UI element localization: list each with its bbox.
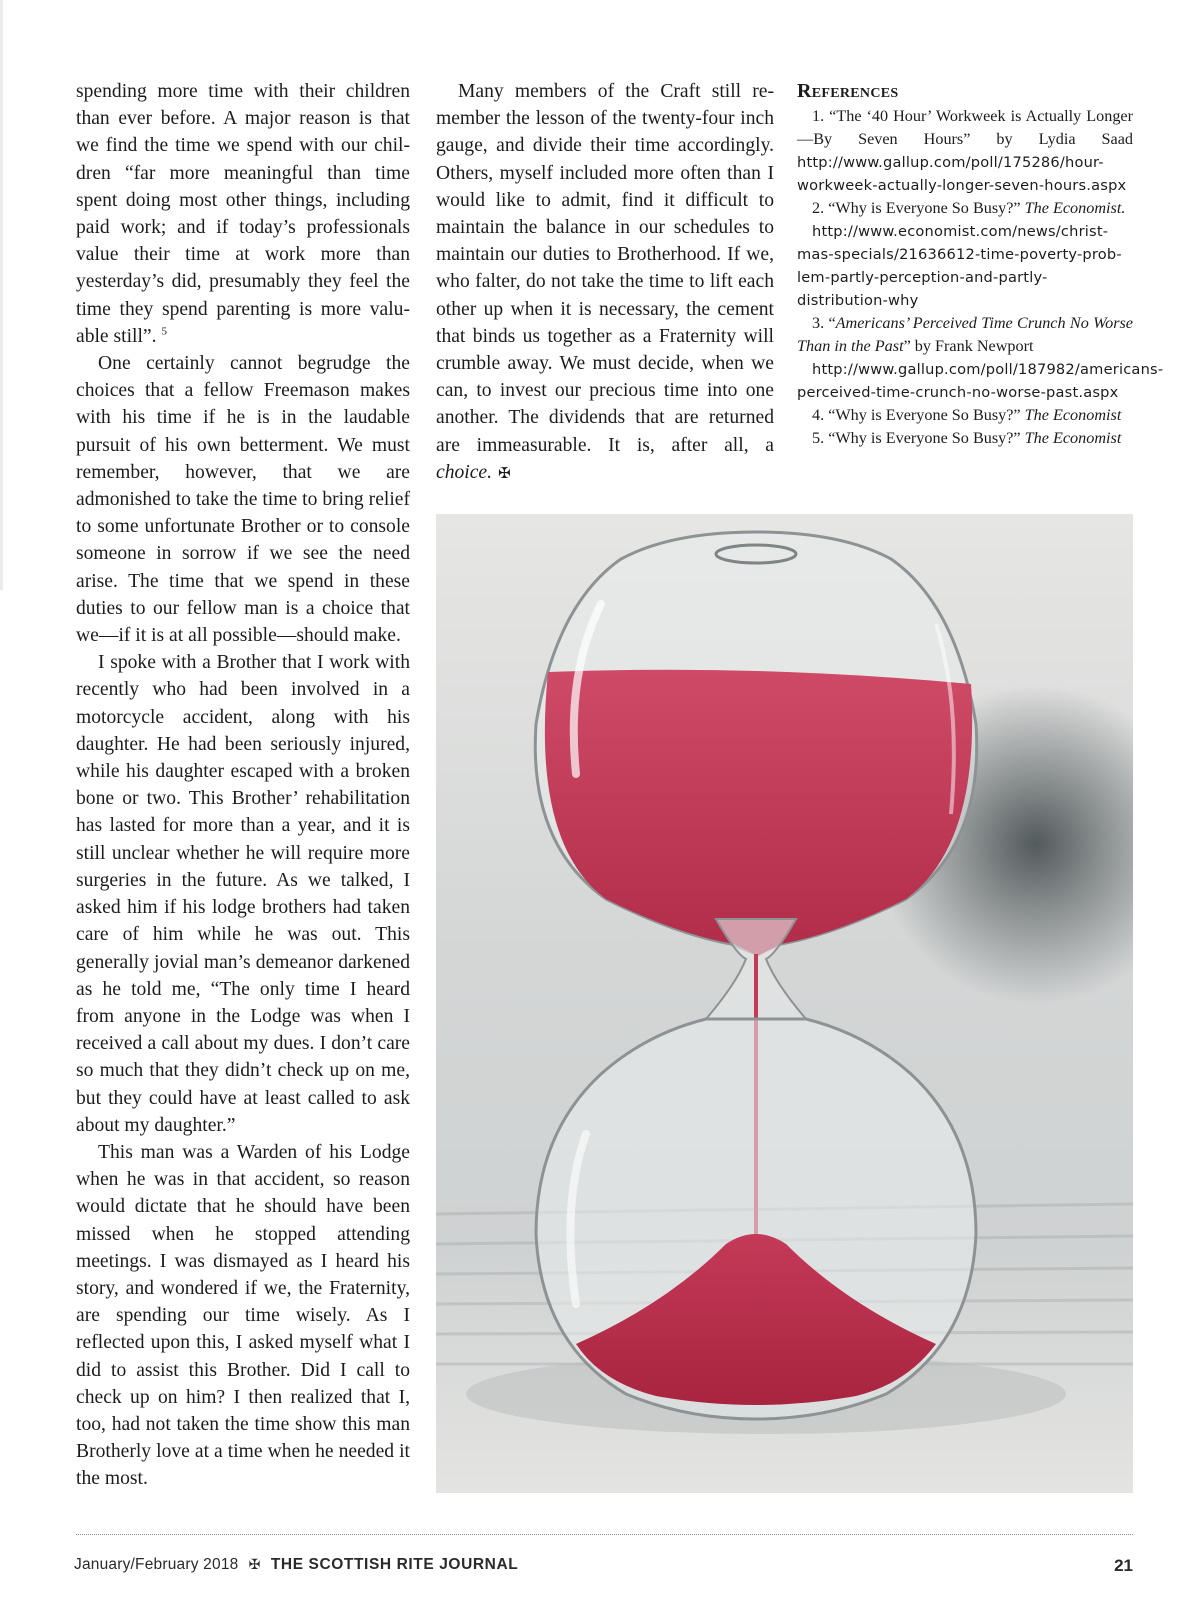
reference-2-url-line xyxy=(797,220,1133,312)
reference-3-url-line xyxy=(797,358,1164,404)
col1-paragraph-2: One certainly cannot begrudge the choices that a fellow Freemason makes with his time if he is in the laudable pursuit of his own betterment. We must remember, however, that we are admonished to take the time to bring relief to some unfortunate Brother or to console someone in sorrow if we see the need arise. The time that we spend in these duties to our fellow man is a choice that we—if it is at all possible—should make. xyxy=(76,353,410,647)
col1-paragraph-3: I spoke with a Brother that I work with recently who had been involved in a motorcycle accident, along with his daughter. He had been seriously injured, while his daughter escaped with a broken bone or two. This Brother’ rehabilitation has lasted for more than a year, and it is still unclear whether he will require more surgeries in the future. As we talked, I asked him if his lodge brothers had taken care of him while he was out. This generally jovial man’s demeanor darkened as he told me, “The only time I heard from anyone in the Lodge was when I received a call about my dues. I don’t care so much that they didn’t check up on me, but they could have at least called to ask about my daughter.” xyxy=(76,652,410,1136)
footnote-marker: 5 xyxy=(161,325,167,338)
reference-1-url[interactable]: http://www.gallup.com/poll/175286/hour-workweek-actually-longer-seven-hours.aspx xyxy=(797,154,1127,194)
reference-3-url[interactable]: http://www.gallup.com/poll/187982/americans-perceived-time-crunch-no-worse-past.aspx xyxy=(797,361,1164,401)
reference-4: 4. “Why is Everyone So Busy?” The Economist xyxy=(812,406,1122,424)
footer-divider xyxy=(76,1534,1133,1535)
final-word: choice. xyxy=(436,461,493,483)
col1-paragraph-4: This man was a Warden of his Lodge when he was in that accident, so reason would dictate that he should have been missed when he stopped attending meetings. I was dismayed as I heard his story, and wondered if we, the Fraternity, are spending our time wisely. As I reflected upon this, I asked myself what I did to assist this Brother. Did I call to check up on him? I then realized that I, too, had not taken the time show this man Brotherly love at a time when he needed it the most. xyxy=(76,1141,410,1490)
article-column-2 xyxy=(436,78,774,487)
col2-paragraph-1: Many members of the Craft still remember the lesson of the twenty-four inch gauge, and divide their time accordingly. Others, myself included more often than I would like to admit, find it difficult to maintain the balance in our schedules to maintain our duties to Brotherhood. If we, who falter, do not take the time to lift each other up when it is necessary, the cement that binds us together as a Fraternity will crumble away. We must decide, when we can, to invest our precious time into one another. The dividends that are returned are immeasurable. It is, after all, a choice. ✠ xyxy=(436,81,774,483)
reference-2-url[interactable]: http://www.economist.com/news/christmas-specials/21636612-time-poverty-problem-partly-perception-and-partly-distribution-why xyxy=(797,223,1122,309)
references-heading: References xyxy=(797,80,899,102)
end-mark-icon: ✠ xyxy=(498,463,511,482)
reference-2: 2. “Why is Everyone So Busy?” The Economist. xyxy=(812,199,1126,217)
article-column-1 xyxy=(76,78,410,1493)
journal-title: THE SCOTTISH RITE JOURNAL xyxy=(270,1556,519,1573)
col1-paragraph-1: spending more time with their children than ever before. A major reason is that we find the time we spend with our children “far more meaningful than time spent doing most other things, including paid work; and if today’s professionals value their time at work more than yesterday’s did, presumably they feel the time they spend parenting is more valuable still”. $^5$ xyxy=(76,81,410,347)
reference-1: 1. “The ‘40 Hour’ Workweek is Actually Longer—By Seven Hours” by Lydia Saad http://www.gallup.com/poll/175286/hour-workweek-actually-longer-seven-hours.aspx xyxy=(797,107,1133,194)
cross-icon: ✠ xyxy=(248,1557,261,1573)
page-footer xyxy=(74,1556,1133,1574)
hourglass-photo xyxy=(436,514,1133,1493)
reference-5: 5. “Why is Everyone So Busy?” The Economist xyxy=(812,429,1122,447)
issue-date: January/February 2018 xyxy=(74,1556,239,1573)
page-number: 21 xyxy=(1114,1556,1133,1575)
reference-3: 3. “Americans’ Perceived Time Crunch No Worse Than in the Past” by Frank Newport xyxy=(797,314,1133,355)
page-edge-shadow xyxy=(0,0,3,590)
references-section xyxy=(797,78,1164,450)
